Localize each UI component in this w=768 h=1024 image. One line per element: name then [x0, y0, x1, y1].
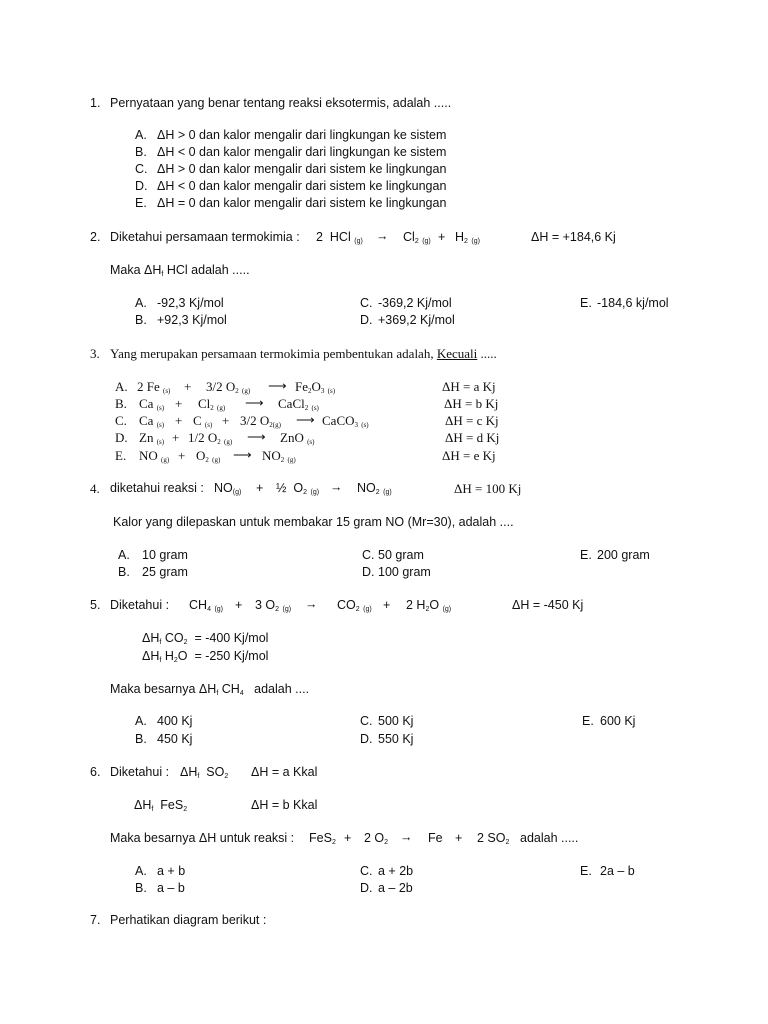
q4-option-c-letter: C. — [362, 548, 375, 562]
q7-number: 7. — [90, 913, 101, 927]
q5-dhf-h2o: $\Delta H_f$ $H_2O = -250$ Kj/mol — [142, 649, 269, 664]
q5-delta-h: ΔH = -450 Kj — [512, 598, 584, 612]
q4-delta-h: ΔH = 100 Kj — [454, 481, 522, 496]
q4-option-c-text: 50 gram — [378, 548, 424, 562]
q2-option-d-letter: D. — [360, 313, 373, 327]
q6-arrow: → — [400, 830, 413, 844]
q3-eq-b-cl2: $Cl_2$ $_{(g)}$ — [198, 396, 226, 412]
q1-option-a-letter: A. — [135, 128, 147, 142]
q2-h2: $H_2$ $_{(g)}$ — [455, 230, 480, 245]
q1-number: 1. — [90, 96, 101, 110]
q6-option-d-text: a – 2b — [378, 881, 413, 895]
q4-number: 4. — [90, 481, 100, 496]
q5-option-b-letter: B. — [135, 732, 147, 746]
q3-eq-e-product: $NO_2$ $_{(g)}$ — [262, 448, 296, 464]
q1-option-c-text: ΔH > 0 dan kalor mengalir dari sistem ke lingkungan — [157, 162, 447, 176]
q3-dh-b: ΔH = b Kj — [444, 396, 499, 411]
q6-option-a-letter: A. — [135, 864, 147, 878]
q3-dh-d: ΔH = d Kj — [445, 430, 500, 445]
q3-eq-c-o2: 3/2 $O_{2(g)}$ — [240, 413, 281, 429]
q4-intro: diketahui reaksi : — [110, 481, 204, 495]
q5-3o2: 3 $O_2$ $_{(g)}$ — [255, 598, 292, 613]
q3-letter-a: A. — [115, 379, 128, 394]
q1-option-e-letter: E. — [135, 196, 147, 210]
q4-question: Kalor yang dilepaskan untuk membakar 15 gram NO (Mr=30), adalah .... — [113, 515, 514, 529]
q1-option-c-letter: C. — [135, 162, 148, 176]
q2-intro: Diketahui persamaan termokimia : — [110, 230, 300, 244]
q3-eq-e-arrow: ⟶ — [233, 447, 252, 462]
q6-option-b-letter: B. — [135, 881, 147, 895]
q3-eq-b-plus: + — [175, 396, 183, 411]
q2-option-e-text: -184,6 kj/mol — [597, 296, 669, 310]
q4-option-e-text: 200 gram — [597, 548, 650, 562]
q5-option-b-text: 450 Kj — [157, 732, 193, 746]
q4-half-o2: ½ $O_2$ $_{(g)}$ — [276, 481, 320, 496]
q5-option-c-letter: C. — [360, 714, 373, 728]
q1-text: Pernyataan yang benar tentang reaksi eksotermis, adalah ..... — [110, 96, 452, 110]
q3-eq-d-o2: 1/2 $O_2$ $_{(g)}$ — [188, 430, 233, 446]
q1-option-b-letter: B. — [135, 145, 147, 159]
q3-eq-d-product: ZnO $_{(s)}$ — [280, 430, 315, 446]
q6-option-e-letter: E. — [580, 864, 592, 878]
q2-equation: 2 HCl $_{(g)}$ — [316, 230, 363, 245]
q6-2o2: 2 $O_2$ — [364, 831, 389, 846]
q1-option-d-text: ΔH < 0 dan kalor mengalir dari sistem ke lingkungan — [157, 179, 447, 193]
q5-plus-2: + — [383, 598, 391, 612]
q6-option-c-text: a + 2b — [378, 864, 414, 878]
q3-eq-a-arrow: ⟶ — [268, 378, 287, 393]
q5-maka: Maka besarnya $\Delta H_f$ $CH_4$ adalah .... — [110, 682, 310, 697]
q5-plus-1: + — [235, 598, 243, 612]
q1-option-a-text: ΔH > 0 dan kalor mengalir dari lingkungan ke sistem — [157, 128, 447, 142]
q3-eq-c-product: CaCO$_3$ $_{(s)}$ — [322, 413, 369, 429]
q5-intro: Diketahui : — [110, 598, 170, 612]
q3-dh-c: ΔH = c Kj — [445, 413, 499, 428]
q2-option-a-text: -92,3 Kj/mol — [157, 296, 224, 310]
q3-eq-a-o2: 3/2 $O_2$ $_{(g)}$ — [206, 379, 251, 395]
q5-number: 5. — [90, 598, 101, 612]
q6-dh-b: ΔH = b Kkal — [251, 798, 318, 812]
q2-option-b-text: +92,3 Kj/mol — [157, 313, 227, 327]
q6-2so2: 2 $SO_2$ — [477, 831, 510, 846]
q4-no2: $NO_2$ $_{(g)}$ — [357, 481, 392, 496]
q2-option-d-text: +369,2 Kj/mol — [378, 313, 455, 327]
q4-option-a-text: 10 gram — [142, 548, 188, 562]
q3-eq-e-plus: + — [178, 448, 186, 463]
q3-eq-c-arrow: ⟶ — [296, 412, 315, 427]
q5-option-d-letter: D. — [360, 732, 373, 746]
q2-option-a-letter: A. — [135, 296, 147, 310]
q5-option-e-letter: E. — [582, 714, 594, 728]
q3-eq-e-no: NO $_{(g)}$ — [139, 448, 170, 464]
q6-option-e-text: 2a – b — [600, 864, 635, 878]
q6-number: 6. — [90, 765, 101, 779]
q2-plus: + — [438, 230, 446, 244]
q4-option-b-letter: B. — [118, 565, 130, 579]
q6-option-d-letter: D. — [360, 881, 373, 895]
q2-number: 2. — [90, 230, 101, 244]
q3-eq-a-fe: 2 Fe $_{(s)}$ — [137, 379, 171, 395]
q5-dhf-co2: $\Delta H_f$ $CO_2 = -400$ Kj/mol — [142, 631, 269, 646]
q5-option-a-letter: A. — [135, 714, 147, 728]
q3-letter-d: D. — [115, 430, 128, 445]
q1-option-b-text: ΔH < 0 dan kalor mengalir dari lingkungan ke sistem — [157, 145, 447, 159]
q5-arrow: → — [305, 597, 318, 611]
q6-dhf-so2: $\Delta H_f$ $SO_2$ — [180, 765, 229, 780]
q4-option-a-letter: A. — [118, 548, 130, 562]
q5-option-e-text: 600 Kj — [600, 714, 636, 728]
q3-dh-a: ΔH = a Kj — [442, 379, 496, 394]
q5-option-d-text: 550 Kj — [378, 732, 414, 746]
q6-plus-2: + — [455, 831, 463, 845]
q3-letter-b: B. — [115, 396, 127, 411]
q1-option-e-text: ΔH = 0 dan kalor mengalir dari sistem ke lingkungan — [157, 196, 447, 210]
q3-eq-a-product: $Fe_2O_3$ $_{(s)}$ — [295, 379, 336, 395]
q4-option-d-letter: D. — [362, 565, 375, 579]
q5-option-c-text: 500 Kj — [378, 714, 414, 728]
q2-maka: Maka $\Delta H_f$ HCl adalah ..... — [110, 263, 250, 278]
q3-eq-b-arrow: ⟶ — [245, 395, 264, 410]
q3-eq-b-ca: Ca $_{(s)}$ — [139, 396, 165, 412]
q6-option-c-letter: C. — [360, 864, 373, 878]
q3-letter-e: E. — [115, 448, 127, 463]
q3-dh-e: ΔH = e Kj — [442, 448, 496, 463]
q4-plus: + — [256, 481, 264, 495]
q5-option-a-text: 400 Kj — [157, 714, 193, 728]
q3-eq-d-zn: Zn $_{(s)}$ — [139, 430, 165, 446]
q3-eq-e-o2: $O_2$ $_{(g)}$ — [196, 448, 221, 464]
q6-intro: Diketahui : — [110, 765, 170, 779]
q3-eq-c-plus-2: + — [222, 413, 230, 428]
q2-delta-h: ΔH = +184,6 Kj — [531, 230, 616, 244]
q5-ch4: $CH_4$ $_{(g)}$ — [189, 598, 224, 613]
q3-eq-c-ca: Ca $_{(s)}$ — [139, 413, 165, 429]
q3-eq-b-product: CaCl$_2$ $_{(s)}$ — [278, 396, 319, 412]
q3-number: 3. — [90, 346, 100, 361]
q2-option-c-letter: C. — [360, 296, 373, 310]
q4-option-e-letter: E. — [580, 548, 592, 562]
q2-option-e-letter: E. — [580, 296, 592, 310]
q6-plus-1: + — [344, 831, 352, 845]
q3-eq-c-plus-1: + — [175, 413, 183, 428]
q3-letter-c: C. — [115, 413, 127, 428]
q2-cl2: $Cl_2$ $_{(g)}$ — [403, 230, 431, 245]
q3-text: Yang merupakan persamaan termokimia pembentukan adalah, Kecuali ..... — [110, 346, 497, 361]
q3-eq-d-arrow: ⟶ — [247, 429, 266, 444]
q3-eq-d-plus: + — [172, 430, 180, 445]
q6-option-a-text: a + b — [157, 864, 186, 878]
q6-fe: Fe — [428, 831, 443, 845]
q7-text: Perhatikan diagram berikut : — [110, 913, 267, 927]
q4-option-b-text: 25 gram — [142, 565, 188, 579]
q6-option-b-text: a – b — [157, 881, 185, 895]
q6-adalah: adalah ..... — [520, 831, 579, 845]
q4-arrow: → — [330, 480, 343, 494]
q2-arrow: → — [376, 229, 389, 243]
q6-dhf-fes2: $\Delta H_f$ FeS$_2$ — [134, 798, 188, 813]
q4-option-d-text: 100 gram — [378, 565, 431, 579]
q5-co2: $CO_2$ $_{(g)}$ — [337, 598, 372, 613]
q3-eq-a-plus: + — [184, 379, 192, 394]
q6-dh-a: ΔH = a Kkal — [251, 765, 318, 779]
q2-option-c-text: -369,2 Kj/mol — [378, 296, 452, 310]
q4-no: $NO_{(g)}$ — [214, 481, 242, 496]
q2-option-b-letter: B. — [135, 313, 147, 327]
q3-eq-c-c: C $_{(s)}$ — [193, 413, 213, 429]
q6-fes2: FeS$_2$ — [309, 831, 336, 846]
q6-maka: Maka besarnya ΔH untuk reaksi : — [110, 831, 295, 845]
q1-option-d-letter: D. — [135, 179, 148, 193]
q5-2h2o: 2 $H_2O$ $_{(g)}$ — [406, 598, 452, 613]
